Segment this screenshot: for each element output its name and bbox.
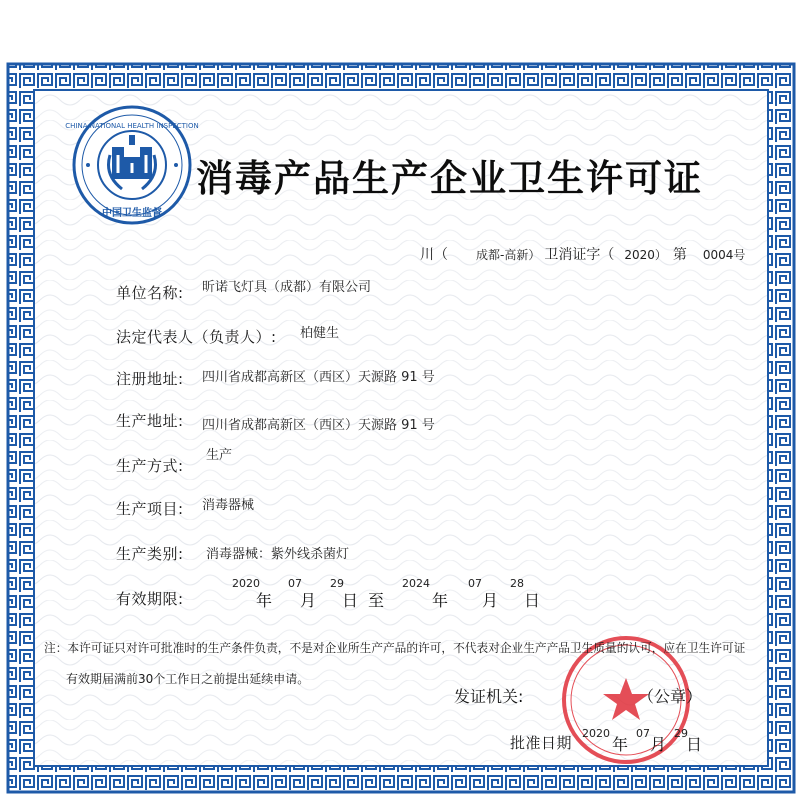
validity-label: 有效期限: [116,590,184,608]
validity-start-day: 29 [330,577,344,590]
validity-year-char-1: 年 [256,591,273,610]
issuer-seal-note: （公章） [638,687,703,706]
approval-day-char: 日 [686,735,703,754]
validity-to-char: 至 [368,591,385,610]
validity-end-day: 28 [510,577,524,590]
validity-month-char-2: 月 [482,591,499,610]
validity-year-char-2: 年 [432,591,449,610]
validity-end-year: 2024 [402,577,430,590]
validity-day-char-1: 日 [342,591,359,610]
prod-address-label: 生产地址: [116,412,184,430]
validity-month-char-1: 月 [300,591,317,610]
legal-rep-value: 柏健生 [300,326,340,341]
unit-name-value: 昕诺飞灯具（成都）有限公司 [202,280,372,295]
license-province: 川（ [420,247,448,263]
validity-start-year: 2020 [232,577,260,590]
validity-start-month: 07 [288,577,302,590]
approval-year: 2020 [582,727,610,740]
note-line-1: 注：本许可证只对许可批准时的生产条件负责，不是对企业所生产产品的许可，不代表对企业生产产品卫生质量的认可，应在卫生许可证 [44,641,746,655]
validity-end-month: 07 [468,577,482,590]
prod-address-value: 四川省成都高新区（西区）天源路 91 号 [202,418,435,433]
note-line-2: 有效期届满前30个工作日之前提出延续申请。 [66,672,310,686]
approval-month-char: 月 [650,735,667,754]
validity-day-char-2: 日 [524,591,541,610]
license-district: 成都-高新） [476,248,541,262]
prod-item-label: 生产项目: [116,500,184,518]
approval-day: 29 [674,727,688,740]
unit-name-label: 单位名称: [116,284,184,302]
license-number [420,244,745,264]
certificate-title: 消毒产品生产企业卫生许可证 [196,157,703,200]
prod-mode-label: 生产方式: [116,457,184,475]
prod-item-value: 消毒器械 [202,498,255,513]
license-seq: 0004号 [702,248,746,262]
license-type: 卫消证字（ [544,247,615,263]
license-di: 第 [672,247,687,263]
reg-address-value: 四川省成都高新区（西区）天源路 91 号 [202,370,435,385]
emblem-ring-text: CHINA NATIONAL HEALTH INSPECTION [65,122,199,130]
prod-mode-value: 生产 [206,448,233,463]
license-year: 2020） [624,248,667,262]
prod-category-label: 生产类别: [116,545,184,563]
reg-address-label: 注册地址: [116,370,184,388]
legal-rep-label: 法定代表人（负责人）: [116,328,277,346]
prod-category-value: 消毒器械：紫外线杀菌灯 [206,547,350,562]
approval-label: 批准日期 [510,734,573,752]
approval-year-char: 年 [612,735,629,754]
issuer-label: 发证机关: [454,687,524,706]
approval-month: 07 [636,727,650,740]
emblem-bottom-text: 中国卫生监督 [102,208,162,219]
